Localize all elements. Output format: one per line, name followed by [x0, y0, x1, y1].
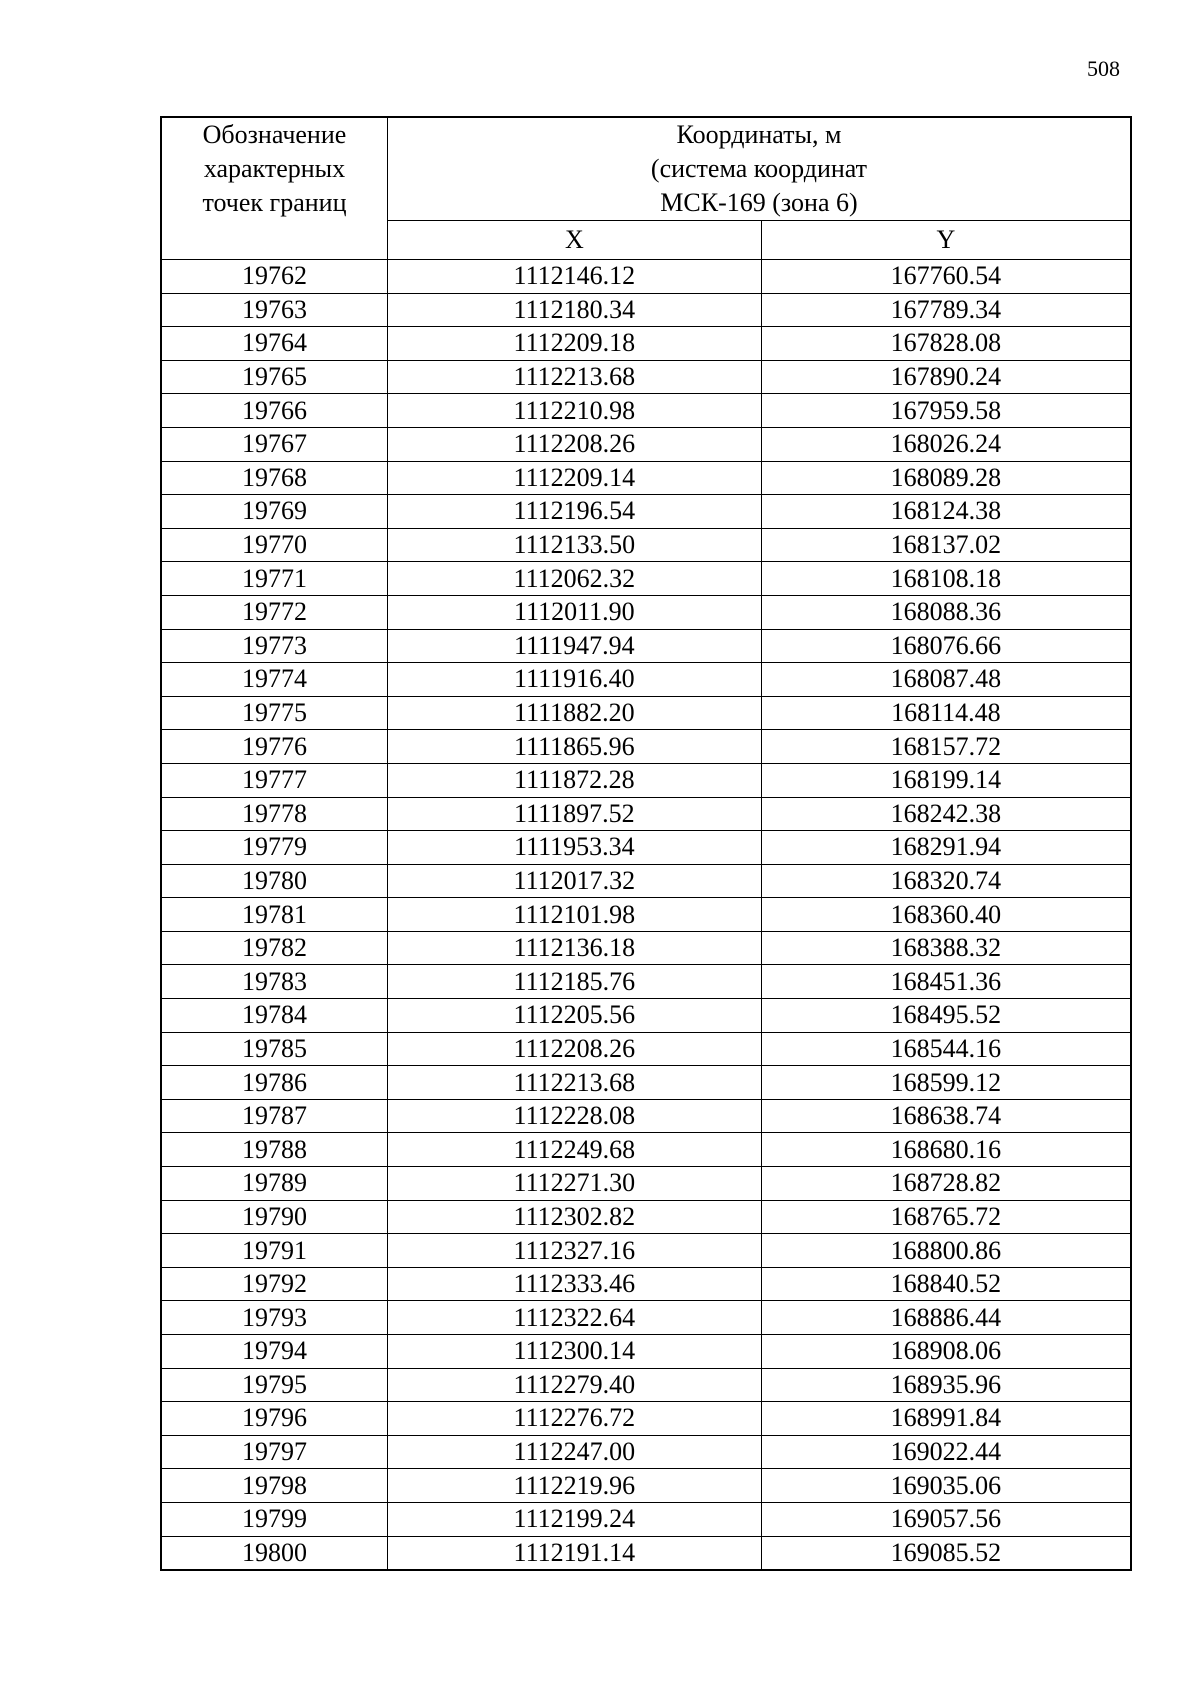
table-row: [161, 562, 1131, 596]
table-row: [161, 831, 1131, 865]
x-coordinate-cell: 1112180.34: [387, 293, 761, 327]
table-row: [161, 495, 1131, 529]
y-coordinate-cell: 169035.06: [761, 1469, 1131, 1503]
point-id-cell: 19786: [161, 1066, 387, 1100]
x-coordinate-cell: 1111947.94: [387, 629, 761, 663]
table-row: [161, 629, 1131, 663]
table-row: [161, 327, 1131, 361]
point-id-cell: 19785: [161, 1032, 387, 1066]
x-coordinate-cell: 1111882.20: [387, 696, 761, 730]
point-id-cell: 19797: [161, 1435, 387, 1469]
header-point-label: [161, 117, 387, 260]
point-id-cell: 19796: [161, 1402, 387, 1436]
point-id-cell: 19777: [161, 763, 387, 797]
table-row: [161, 1536, 1131, 1570]
y-coordinate-cell: 168991.84: [761, 1402, 1131, 1436]
y-coordinate-cell: 168076.66: [761, 629, 1131, 663]
y-coordinate-cell: 168320.74: [761, 864, 1131, 898]
point-id-cell: 19800: [161, 1536, 387, 1570]
y-coordinate-cell: 168599.12: [761, 1066, 1131, 1100]
y-coordinate-cell: 167890.24: [761, 360, 1131, 394]
x-coordinate-cell: 1111953.34: [387, 831, 761, 865]
header-point-label-line: точек границ: [202, 188, 347, 217]
table-row: [161, 1032, 1131, 1066]
x-coordinate-cell: 1112133.50: [387, 528, 761, 562]
x-coordinate-cell: 1112136.18: [387, 931, 761, 965]
table-row: [161, 999, 1131, 1033]
table-row: [161, 293, 1131, 327]
y-coordinate-cell: 168137.02: [761, 528, 1131, 562]
y-coordinate-cell: 168108.18: [761, 562, 1131, 596]
point-id-cell: 19766: [161, 394, 387, 428]
point-id-cell: 19769: [161, 495, 387, 529]
table-row: [161, 696, 1131, 730]
y-coordinate-cell: 168199.14: [761, 763, 1131, 797]
y-coordinate-cell: 168388.32: [761, 931, 1131, 965]
point-id-cell: 19787: [161, 1099, 387, 1133]
table-row: [161, 965, 1131, 999]
point-id-cell: 19768: [161, 461, 387, 495]
y-coordinate-cell: 167828.08: [761, 327, 1131, 361]
y-coordinate-cell: 169057.56: [761, 1502, 1131, 1536]
table-row: [161, 1301, 1131, 1335]
table-row: [161, 1267, 1131, 1301]
y-coordinate-cell: 168360.40: [761, 898, 1131, 932]
x-coordinate-cell: 1112146.12: [387, 260, 761, 294]
point-id-cell: 19774: [161, 663, 387, 697]
point-id-cell: 19792: [161, 1267, 387, 1301]
table-row: [161, 663, 1131, 697]
y-coordinate-cell: 167760.54: [761, 260, 1131, 294]
x-coordinate-cell: 1112333.46: [387, 1267, 761, 1301]
x-coordinate-cell: 1112196.54: [387, 495, 761, 529]
y-coordinate-cell: 168935.96: [761, 1368, 1131, 1402]
point-id-cell: 19783: [161, 965, 387, 999]
x-coordinate-cell: 1112208.26: [387, 427, 761, 461]
x-coordinate-cell: 1112279.40: [387, 1368, 761, 1402]
point-id-cell: 19799: [161, 1502, 387, 1536]
x-coordinate-cell: 1112322.64: [387, 1301, 761, 1335]
header-y: Y: [761, 221, 1131, 260]
table-row: [161, 461, 1131, 495]
y-coordinate-cell: 167959.58: [761, 394, 1131, 428]
point-id-cell: 19767: [161, 427, 387, 461]
point-id-cell: 19770: [161, 528, 387, 562]
point-id-cell: 19791: [161, 1234, 387, 1268]
x-coordinate-cell: 1112210.98: [387, 394, 761, 428]
x-coordinate-cell: 1111865.96: [387, 730, 761, 764]
y-coordinate-cell: 168886.44: [761, 1301, 1131, 1335]
point-id-cell: 19763: [161, 293, 387, 327]
y-coordinate-cell: 168242.38: [761, 797, 1131, 831]
y-coordinate-cell: 168800.86: [761, 1234, 1131, 1268]
table-row: [161, 730, 1131, 764]
y-coordinate-cell: 168840.52: [761, 1267, 1131, 1301]
table-row: [161, 1368, 1131, 1402]
point-id-cell: 19771: [161, 562, 387, 596]
table-row: [161, 763, 1131, 797]
x-coordinate-cell: 1112199.24: [387, 1502, 761, 1536]
y-coordinate-cell: 168157.72: [761, 730, 1131, 764]
x-coordinate-cell: 1112300.14: [387, 1335, 761, 1369]
table-row: [161, 1469, 1131, 1503]
point-id-cell: 19779: [161, 831, 387, 865]
point-id-cell: 19784: [161, 999, 387, 1033]
header-coordinates-line: Координаты, м: [676, 120, 842, 149]
table-row: [161, 1435, 1131, 1469]
table-row: [161, 931, 1131, 965]
x-coordinate-cell: 1112213.68: [387, 360, 761, 394]
point-id-cell: 19789: [161, 1167, 387, 1201]
table-header: [161, 117, 1131, 260]
y-coordinate-cell: 168728.82: [761, 1167, 1131, 1201]
x-coordinate-cell: 1112327.16: [387, 1234, 761, 1268]
x-coordinate-cell: 1112276.72: [387, 1402, 761, 1436]
point-id-cell: 19794: [161, 1335, 387, 1369]
x-coordinate-cell: 1112209.18: [387, 327, 761, 361]
x-coordinate-cell: 1112249.68: [387, 1133, 761, 1167]
table-row: [161, 528, 1131, 562]
table-row: [161, 394, 1131, 428]
point-id-cell: 19780: [161, 864, 387, 898]
y-coordinate-cell: 169085.52: [761, 1536, 1131, 1570]
y-coordinate-cell: 168114.48: [761, 696, 1131, 730]
point-id-cell: 19778: [161, 797, 387, 831]
y-coordinate-cell: 168544.16: [761, 1032, 1131, 1066]
y-coordinate-cell: 168087.48: [761, 663, 1131, 697]
x-coordinate-cell: 1112247.00: [387, 1435, 761, 1469]
table-row: [161, 1167, 1131, 1201]
table-row: [161, 864, 1131, 898]
point-id-cell: 19781: [161, 898, 387, 932]
table-row: [161, 1234, 1131, 1268]
x-coordinate-cell: 1112205.56: [387, 999, 761, 1033]
table-row: [161, 427, 1131, 461]
table-row: [161, 797, 1131, 831]
table-row: [161, 1200, 1131, 1234]
point-id-cell: 19788: [161, 1133, 387, 1167]
y-coordinate-cell: 168026.24: [761, 427, 1131, 461]
table-row: [161, 595, 1131, 629]
x-coordinate-cell: 1111872.28: [387, 763, 761, 797]
x-coordinate-cell: 1112228.08: [387, 1099, 761, 1133]
x-coordinate-cell: 1112011.90: [387, 595, 761, 629]
table-row: [161, 260, 1131, 294]
coordinates-table: [160, 116, 1132, 1571]
point-id-cell: 19798: [161, 1469, 387, 1503]
x-coordinate-cell: 1112101.98: [387, 898, 761, 932]
point-id-cell: 19773: [161, 629, 387, 663]
x-coordinate-cell: 1111897.52: [387, 797, 761, 831]
y-coordinate-cell: 168638.74: [761, 1099, 1131, 1133]
x-coordinate-cell: 1112191.14: [387, 1536, 761, 1570]
point-id-cell: 19782: [161, 931, 387, 965]
y-coordinate-cell: 168089.28: [761, 461, 1131, 495]
table-row: [161, 1133, 1131, 1167]
x-coordinate-cell: 1112213.68: [387, 1066, 761, 1100]
x-coordinate-cell: 1112271.30: [387, 1167, 761, 1201]
table-row: [161, 360, 1131, 394]
header-coordinates-line: МСК-169 (зона 6): [660, 188, 858, 217]
y-coordinate-cell: 168908.06: [761, 1335, 1131, 1369]
point-id-cell: 19762: [161, 260, 387, 294]
y-coordinate-cell: 169022.44: [761, 1435, 1131, 1469]
point-id-cell: 19795: [161, 1368, 387, 1402]
table-row: [161, 1502, 1131, 1536]
y-coordinate-cell: 168291.94: [761, 831, 1131, 865]
x-coordinate-cell: 1112062.32: [387, 562, 761, 596]
header-point-label-line: характерных: [203, 154, 346, 183]
header-point-label-line: Обозначение: [202, 120, 347, 149]
y-coordinate-cell: 168124.38: [761, 495, 1131, 529]
point-id-cell: 19790: [161, 1200, 387, 1234]
point-id-cell: 19775: [161, 696, 387, 730]
header-coordinates-line: (система координат: [650, 154, 868, 183]
x-coordinate-cell: 1112219.96: [387, 1469, 761, 1503]
y-coordinate-cell: 168680.16: [761, 1133, 1131, 1167]
y-coordinate-cell: 168765.72: [761, 1200, 1131, 1234]
y-coordinate-cell: 168451.36: [761, 965, 1131, 999]
point-id-cell: 19776: [161, 730, 387, 764]
page-number: 508: [1087, 56, 1120, 81]
table-row: [161, 1066, 1131, 1100]
x-coordinate-cell: 1112017.32: [387, 864, 761, 898]
header-coordinates: [387, 117, 1131, 221]
table-row: [161, 1099, 1131, 1133]
table-row: [161, 1402, 1131, 1436]
point-id-cell: 19793: [161, 1301, 387, 1335]
x-coordinate-cell: 1112209.14: [387, 461, 761, 495]
x-coordinate-cell: 1111916.40: [387, 663, 761, 697]
y-coordinate-cell: 167789.34: [761, 293, 1131, 327]
point-id-cell: 19764: [161, 327, 387, 361]
header-x: X: [387, 221, 761, 260]
point-id-cell: 19765: [161, 360, 387, 394]
table-row: [161, 898, 1131, 932]
x-coordinate-cell: 1112185.76: [387, 965, 761, 999]
table-row: [161, 1335, 1131, 1369]
table-body: [161, 260, 1131, 1571]
y-coordinate-cell: 168088.36: [761, 595, 1131, 629]
y-coordinate-cell: 168495.52: [761, 999, 1131, 1033]
x-coordinate-cell: 1112208.26: [387, 1032, 761, 1066]
x-coordinate-cell: 1112302.82: [387, 1200, 761, 1234]
point-id-cell: 19772: [161, 595, 387, 629]
